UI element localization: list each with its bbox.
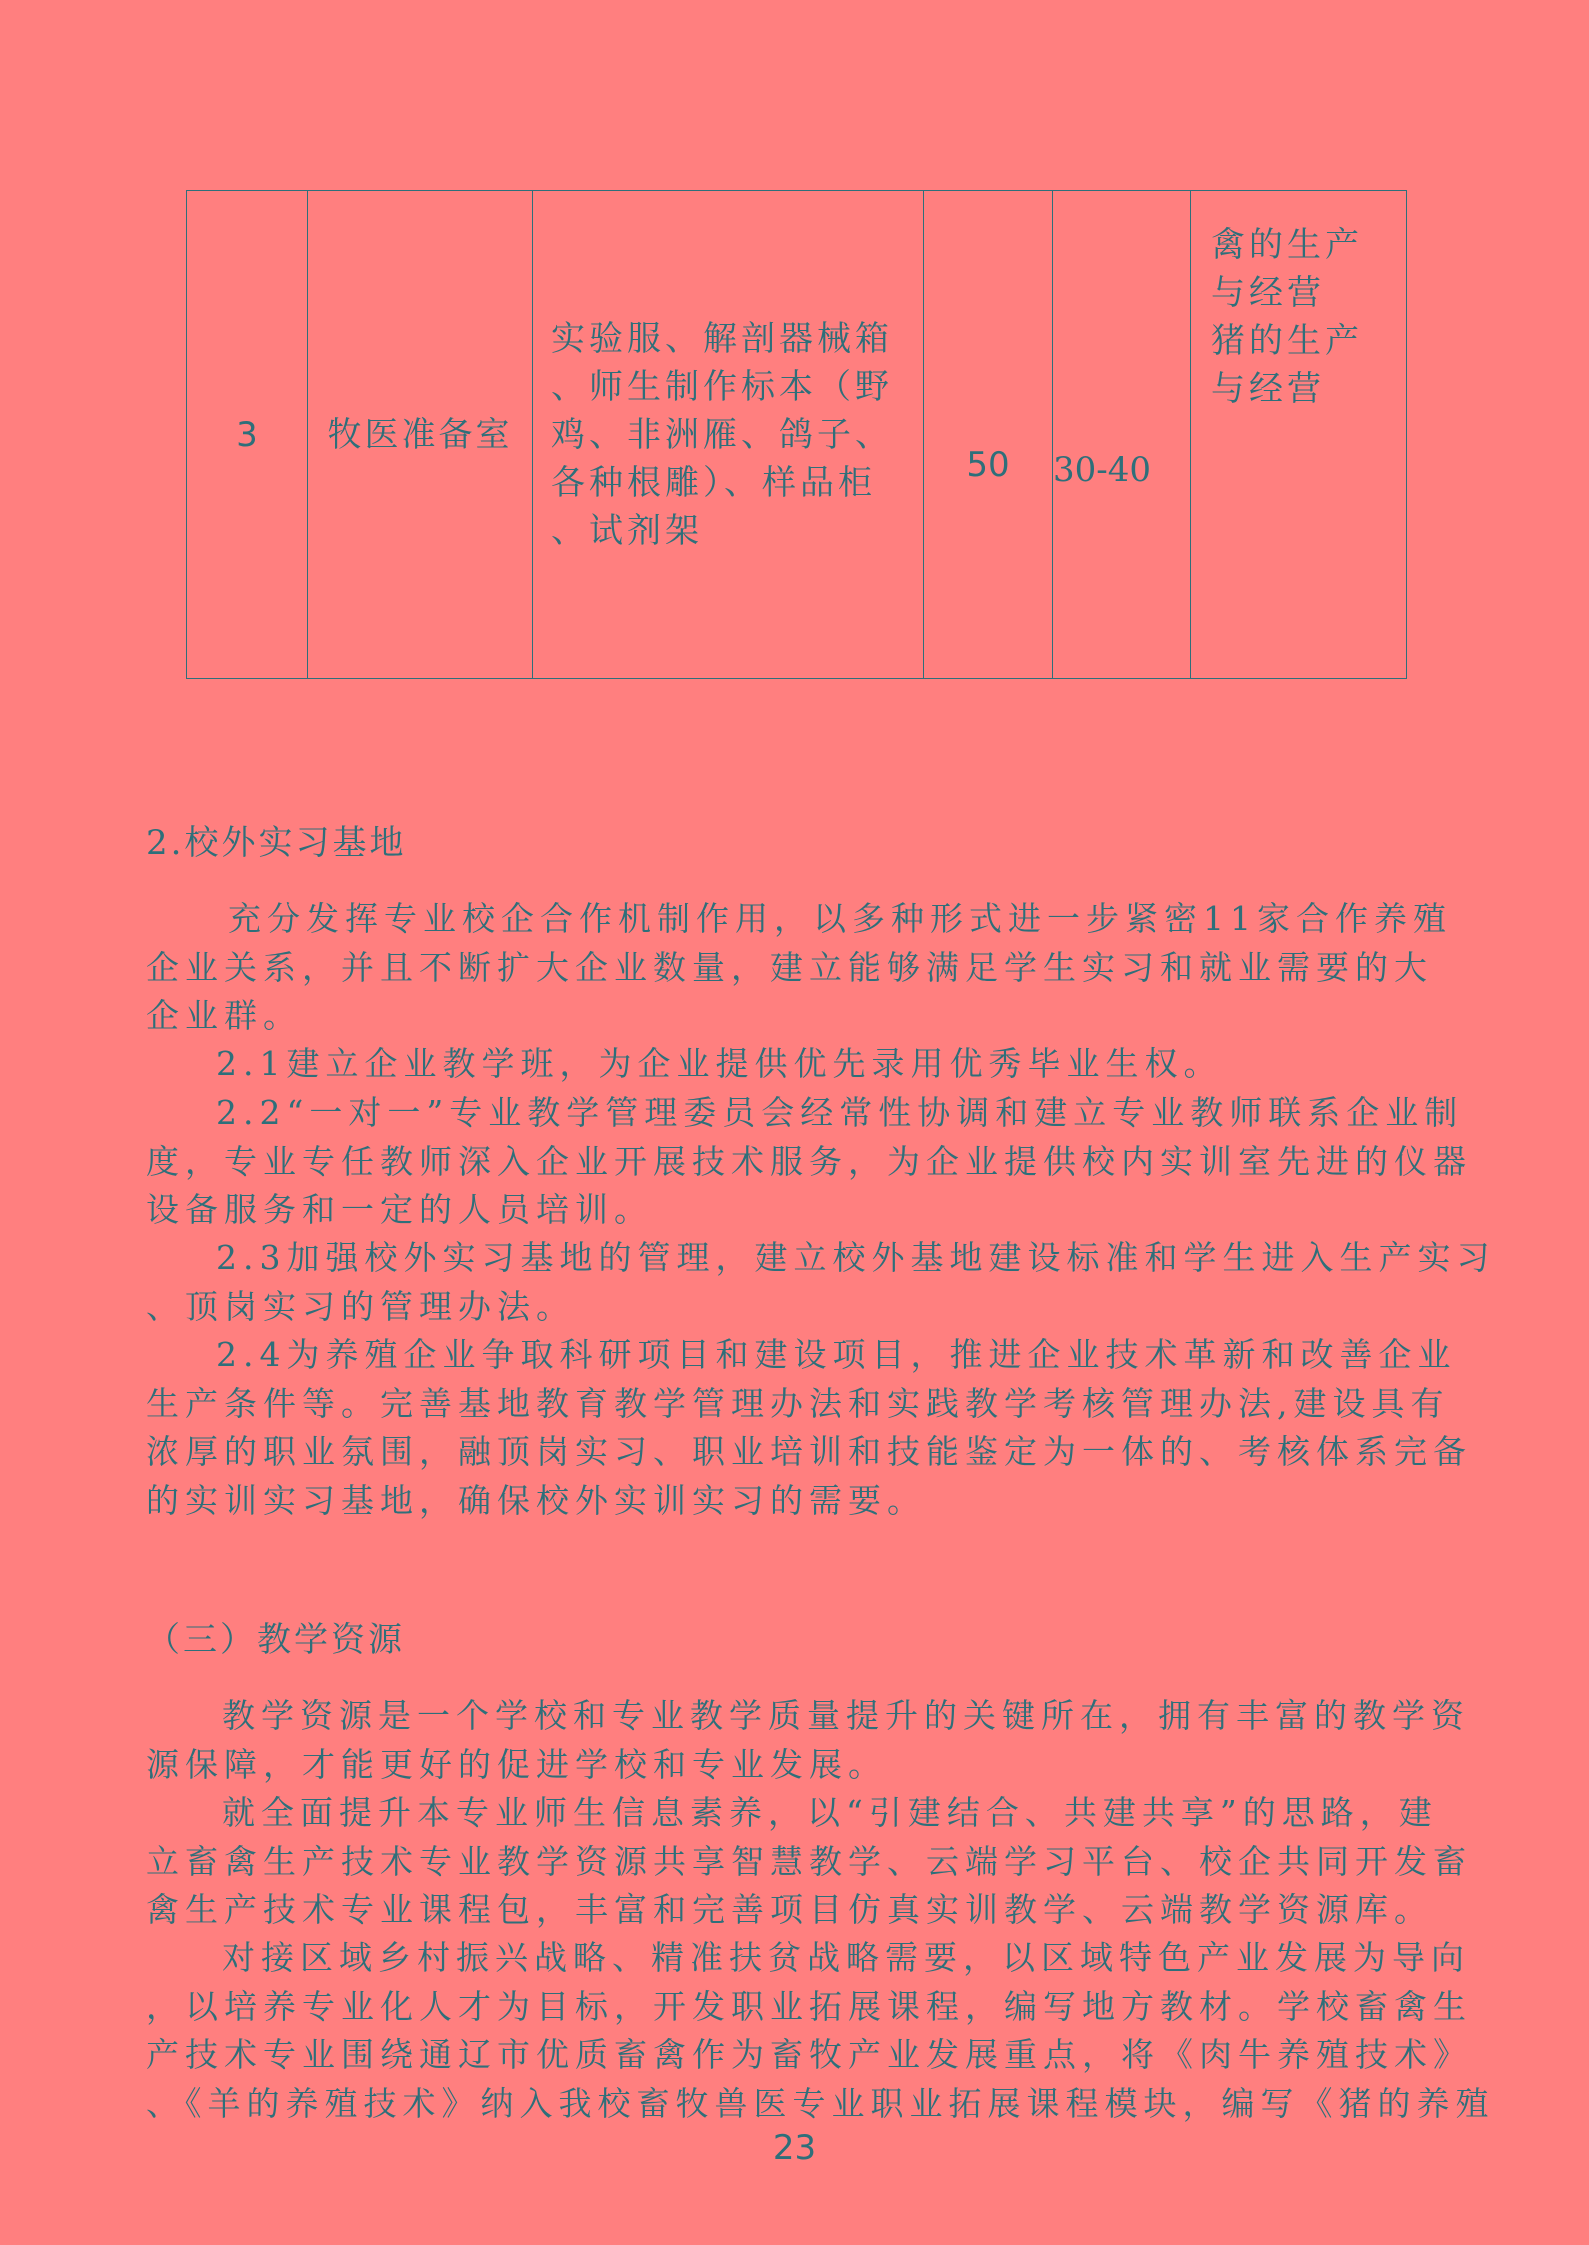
text-line: 度，专业专任教师深入企业开展技术服务，为企业提供校内实训室先进的仪器	[146, 1141, 1472, 1181]
text-line: 生产条件等。完善基地教育教学管理办法和实践教学考核管理办法,建设具有	[146, 1383, 1450, 1423]
text-line: 充分发挥专业校企合作机制作用，以多种形式进一步紧密11家合作养殖	[228, 899, 1452, 938]
course-line: 禽的生产	[1211, 225, 1363, 265]
equipment-line: 鸡、非洲雁、鸽子、	[551, 414, 893, 455]
paragraph	[146, 895, 1452, 1041]
paragraph	[146, 1934, 1495, 2128]
quantity: 50	[924, 191, 1053, 679]
equipment-table	[186, 190, 1407, 679]
text-line: 、顶岗实习的管理办法。	[146, 1286, 575, 1326]
text-line: 2.2“一对一”专业教学管理委员会经常性协调和建立专业教师联系企业制	[216, 1093, 1464, 1132]
text-line: 企业关系，并且不断扩大企业数量，建立能够满足学生实习和就业需要的大	[146, 947, 1433, 987]
text-line: 、《羊的养殖技术》纳入我校畜牧兽医专业职业拓展课程模块，编写《猪的养殖	[146, 2083, 1495, 2123]
courses	[1191, 191, 1407, 679]
text-line: 禽生产技术专业课程包，丰富和完善项目仿真实训教学、云端教学资源库。	[146, 1890, 1433, 1929]
capacity: 30-40	[1053, 191, 1191, 679]
text-line: 产技术专业围绕通辽市优质畜禽作为畜牧产业发展重点，将《肉牛养殖技术》	[146, 2035, 1472, 2074]
text-line: 设备服务和一定的人员培训。	[146, 1190, 653, 1229]
course-line: 与经营	[1211, 369, 1325, 409]
text-line: 的实训实习基地，确保校外实训实习的需要。	[146, 1480, 926, 1520]
equipment-list	[533, 191, 924, 679]
paragraph	[146, 1789, 1472, 1935]
text-line: 2.3加强校外实习基地的管理，建立校外基地建设标准和学生进入生产实习	[216, 1238, 1496, 1277]
paragraph	[146, 1692, 1470, 1789]
text-line: 2.4为养殖企业争取科研项目和建设项目，推进企业技术革新和改善企业	[216, 1335, 1457, 1374]
equipment-line: 各种根雕）、样品柜	[551, 462, 876, 503]
paragraph	[146, 1331, 1472, 1525]
paragraph	[146, 1234, 1496, 1331]
text-line: 企业群。	[146, 996, 302, 1035]
table-row	[187, 191, 1407, 679]
text-line: ，以培养专业化人才为目标，开发职业拓展课程，编写地方教材。学校畜禽生	[146, 1986, 1472, 2026]
course-line: 与经营	[1211, 273, 1325, 313]
section-heading-resources: （三）教学资源	[146, 1620, 405, 1660]
section-heading-offcampus: 2.校外实习基地	[146, 823, 407, 863]
equipment-line: 、试剂架	[551, 510, 703, 551]
text-line: 就全面提升本专业师生信息素养，以“引建结合、共建共享”的思路，建	[222, 1793, 1438, 1832]
paragraph	[146, 1089, 1472, 1235]
text-line: 浓厚的职业氛围，融顶岗实习、职业培训和技能鉴定为一体的、考核体系完备	[146, 1432, 1472, 1471]
equipment-line: 实验服、解剖器械箱	[551, 318, 893, 359]
course-line: 猪的生产	[1211, 321, 1363, 361]
text-line: 教学资源是一个学校和专业教学质量提升的关键所在，拥有丰富的教学资	[222, 1696, 1470, 1735]
text-line: 立畜禽生产技术专业教学资源共享智慧教学、云端学习平台、校企共同开发畜	[146, 1841, 1472, 1881]
page-number: 23	[772, 2128, 817, 2168]
text-line: 2.1建立企业教学班，为企业提供优先录用优秀毕业生权。	[216, 1044, 1223, 1083]
equipment-line: 、师生制作标本（野	[551, 366, 893, 407]
text-line: 对接区域乡村振兴战略、精准扶贫战略需要，以区域特色产业发展为导向	[222, 1938, 1470, 1977]
room-name: 牧医准备室	[308, 191, 533, 679]
paragraph	[146, 1040, 1436, 1089]
text-line: 源保障，才能更好的促进学校和专业发展。	[146, 1744, 887, 1784]
row-number: 3	[187, 191, 308, 679]
